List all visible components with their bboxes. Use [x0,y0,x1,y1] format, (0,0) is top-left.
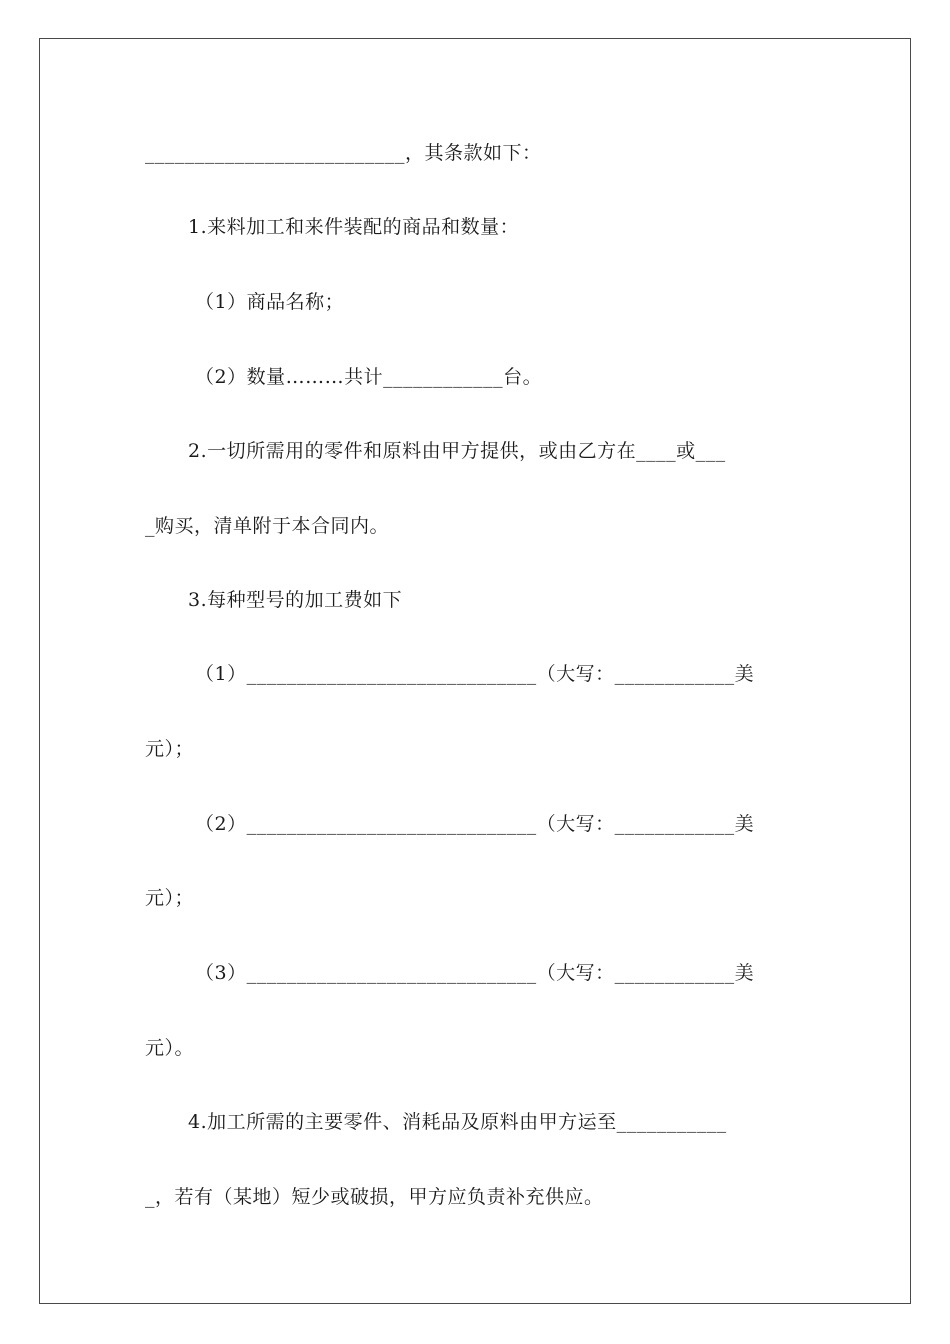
clause-4-line-2: _，若有（某地）短少或破损，甲方应负责补充供应。 [145,1186,604,1208]
clause-3-item-2: （2）_____________________________（大写：____________美 [195,813,755,835]
clause-3-item-3: （3）_____________________________（大写：____________美 [195,962,755,984]
clause-1-heading: 1.来料加工和来件装配的商品和数量： [188,216,520,238]
intro-line: __________________________，其条款如下： [145,142,542,164]
clause-3-item-3-cont: 元）。 [145,1037,195,1059]
clause-3-item-1-cont: 元）； [145,738,195,760]
clause-3-heading: 3.每种型号的加工费如下 [188,589,403,611]
clause-1-item-1: （1）商品名称； [195,291,345,313]
clause-1-item-2: （2）数量………共计____________台。 [195,366,543,388]
clause-2-line-2: _购买，清单附于本合同内。 [145,515,390,537]
clause-2-line-1: 2.一切所需用的零件和原料由甲方提供，或由乙方在____或___ [188,440,726,462]
clause-4-line-1: 4.加工所需的主要零件、消耗品及原料由甲方运至___________ [188,1111,727,1133]
clause-3-item-2-cont: 元）； [145,887,195,909]
clause-3-item-1: （1）_____________________________（大写：____________美 [195,663,755,685]
